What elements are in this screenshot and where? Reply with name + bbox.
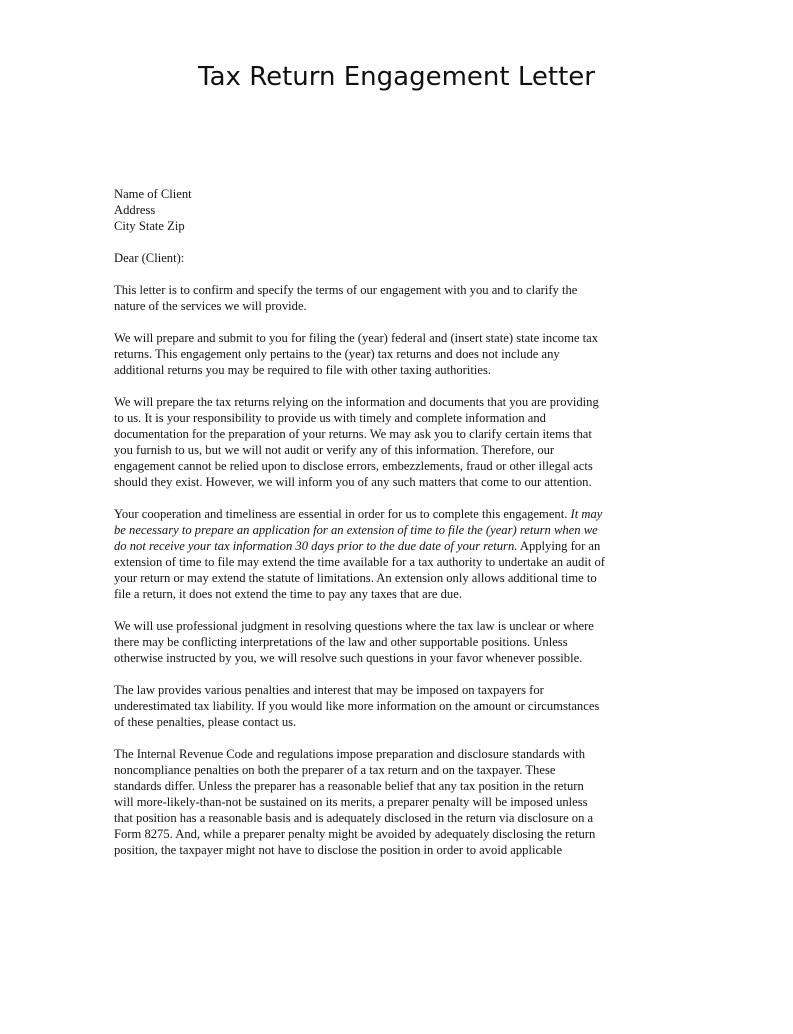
italic-line: be necessary to prepare an application for an extension of time to file the (year) return when we — [114, 523, 598, 537]
paragraph-penalties — [114, 682, 674, 730]
text-line: you furnish to us, but we will not audit or verify any of this information. Therefore, our — [114, 443, 555, 457]
paragraph-reliance — [114, 394, 674, 490]
text-line: additional returns you may be required to file with other taxing authorities. — [114, 363, 492, 377]
text-line: standards differ. Unless the preparer has a reasonable belief that any tax position in the return — [114, 779, 584, 793]
text-line: to us. It is your responsibility to provide us with timely and complete information and — [114, 411, 546, 425]
text-line: nature of the services we will provide. — [114, 299, 307, 313]
client-address-block — [114, 186, 674, 234]
paragraph-irc-standards — [114, 746, 674, 858]
text-line: your return or may extend the statute of limitations. An extension only allows additional time to — [114, 571, 597, 585]
text-segment: Applying for an — [517, 539, 601, 553]
client-city-line: City State Zip — [114, 219, 185, 233]
text-line: otherwise instructed by you, we will resolve such questions in your favor whenever possible. — [114, 651, 583, 665]
text-line: We will prepare and submit to you for filing the (year) federal and (insert state) state income tax — [114, 331, 599, 345]
paragraph-scope — [114, 330, 674, 378]
paragraph-cooperation — [114, 506, 674, 602]
text-line: returns. This engagement only pertains to the (year) tax returns and does not include any — [114, 347, 560, 361]
salutation: Dear (Client): — [114, 251, 185, 265]
client-address-line: Address — [114, 203, 156, 217]
text-line: This letter is to confirm and specify the terms of our engagement with you and to clarify the — [114, 283, 578, 297]
text-line: noncompliance penalties on both the preparer of a tax return and on the taxpayer. These — [114, 763, 556, 777]
text-line: We will prepare the tax returns relying on the information and documents that you are providing — [114, 395, 599, 409]
text-line: documentation for the preparation of your returns. We may ask you to clarify certain items that — [114, 427, 592, 441]
text-line — [114, 506, 674, 522]
text-line: position, the taxpayer might not have to disclose the position in order to avoid applicable — [114, 843, 563, 857]
text-line: engagement cannot be relied upon to disclose errors, embezzlements, fraud or other illegal acts — [114, 459, 593, 473]
italic-segment: do not receive your tax information 30 days prior to the due date of your return. — [114, 539, 518, 553]
letter-body — [114, 186, 674, 858]
text-line: file a return, it does not extend the time to pay any taxes that are due. — [114, 587, 462, 601]
text-line: should they exist. However, we will inform you of any such matters that come to our attention. — [114, 475, 592, 489]
client-name-line: Name of Client — [114, 187, 192, 201]
text-segment: Your cooperation and timeliness are essential in order for us to complete this engagement. — [114, 507, 571, 521]
text-line — [114, 538, 674, 554]
text-line: The law provides various penalties and interest that may be imposed on taxpayers for — [114, 683, 544, 697]
paragraph-judgment — [114, 618, 674, 666]
text-line: of these penalties, please contact us. — [114, 715, 297, 729]
italic-segment: It may — [570, 507, 603, 521]
text-line: will more-likely-than-not be sustained on its merits, a preparer penalty will be imposed unless — [114, 795, 588, 809]
text-line: extension of time to file may extend the time available for a tax authority to undertake an audit of — [114, 555, 605, 569]
page-title: Tax Return Engagement Letter — [198, 62, 595, 92]
text-line: that position has a reasonable basis and is adequately disclosed in the return via disclosure on a — [114, 811, 594, 825]
text-line: underestimated tax liability. If you would like more information on the amount or circumstances — [114, 699, 600, 713]
text-line: The Internal Revenue Code and regulations impose preparation and disclosure standards with — [114, 747, 586, 761]
text-line: there may be conflicting interpretations of the law and other supportable positions. Unless — [114, 635, 568, 649]
paragraph-purpose — [114, 282, 674, 314]
text-line: Form 8275. And, while a preparer penalty might be avoided by adequately disclosing the return — [114, 827, 596, 841]
text-line: We will use professional judgment in resolving questions where the tax law is unclear or where — [114, 619, 594, 633]
